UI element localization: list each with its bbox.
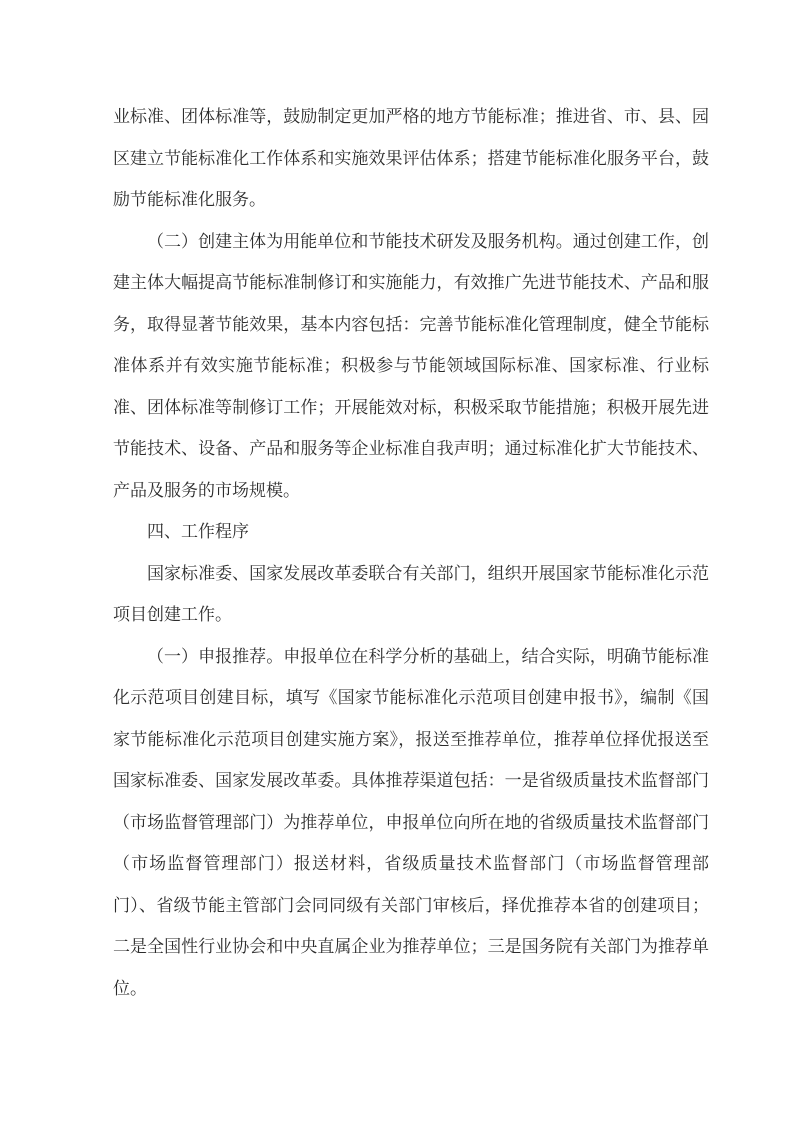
section-heading-work-procedure: 四、工作程序: [147, 522, 249, 541]
paragraph-application-recommendation: （一）申报推荐。申报单位在科学分析的基础上，结合实际，明确节能标准化示范项目创建目标，填写《国家节能标准化示范项目创建申报书》，编制《国家节能标准化示范项目创建实施方案》，报送至推荐单位，推荐单位择优报送至国家标准委、国家发展改革委。具体推荐渠道包括：一是省级质量技术监督部门（市场监督管理部门）为推荐单位，申报单位向所在地的省级质量技术监督部门（市场监督管理部门）报送材料，省级质量技术监督部门（市场监督管理部门）、省级节能主管部门会同同级有关部门审核后，择优推荐本省的创建项目；二是全国性行业协会和中央直属企业为推荐单位；三是国务院有关部门为推荐单位。: [113, 646, 709, 998]
paragraph-section-2-subjects: （二）创建主体为用能单位和节能技术研发及服务机构。通过创建工作，创建主体大幅提高节能标准制修订和实施能力，有效推广先进节能技术、产品和服务，取得显著节能效果，基本内容包括：完善节能标准化管理制度，健全节能标准体系并有效实施节能标准；积极参与节能领域国际标准、国家标准、行业标准、团体标准等制修订工作；开展能效对标，积极采取节能措施；积极开展先进节能技术、设备、产品和服务等企业标准自我声明；通过标准化扩大节能技术、产品及服务的市场规模。: [113, 231, 709, 500]
paragraph-continuation: 业标准、团体标准等，鼓励制定更加严格的地方节能标准；推进省、市、县、园区建立节能标准化工作体系和实施效果评估体系；搭建节能标准化服务平台，鼓励节能标准化服务。: [113, 107, 709, 209]
paragraph-procedure-intro: 国家标准委、国家发展改革委联合有关部门，组织开展国家节能标准化示范项目创建工作。: [113, 563, 709, 624]
document-body: [113, 96, 709, 1009]
